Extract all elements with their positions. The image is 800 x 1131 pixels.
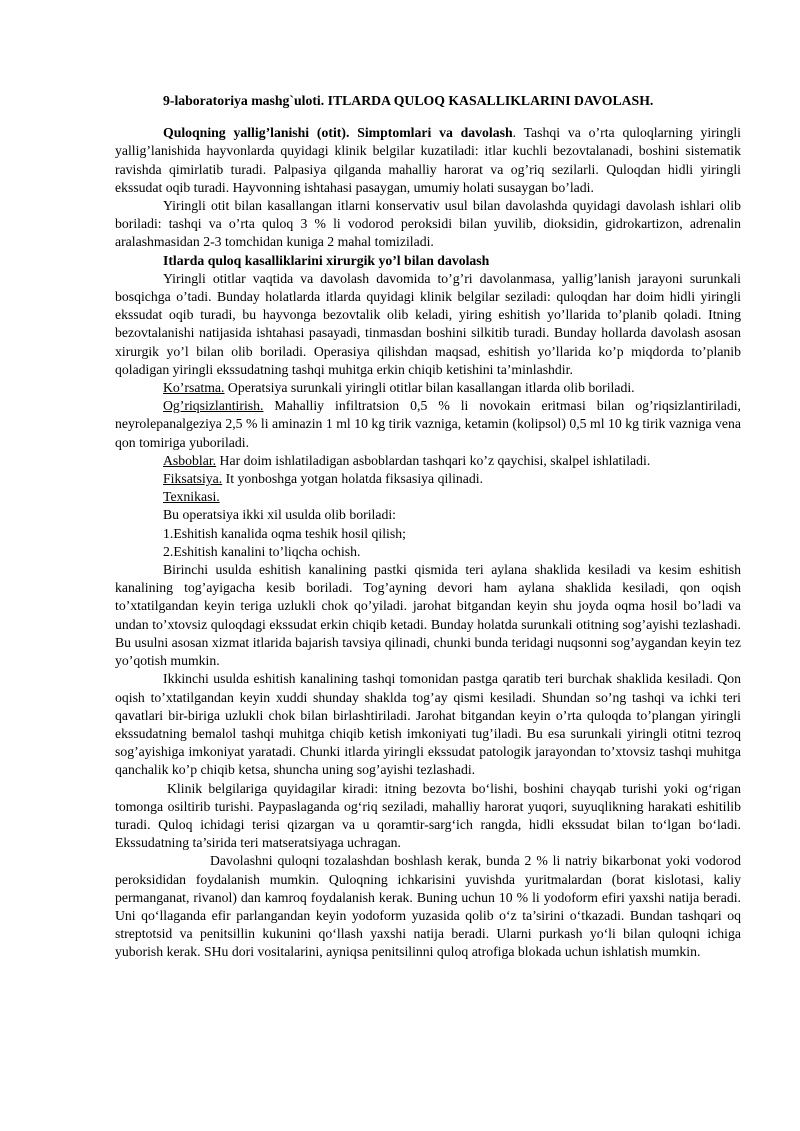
paragraph-otit-text: . Tashqi va o’rta quloqlarning yiringli yallig’lanishida hayvonlarda quyidagi klinik belgilar kuzatiladi: itlar kuchli bezovtalanadi, boshini sistematik ravishda qimirlatib turadi. Palpasiya qilganda mahalliy harorat va og’riq sezilarli. Quloqdan hidli yiringli ekssudat oqib turadi. Hayvonning ishtahasi pasaygan, umumiy holati susaygan bo’ladi. xyxy=(115,125,742,195)
method-item-2: 2.Eshitish kanalini to’liqcha ochish. xyxy=(163,543,361,559)
instruments-label: Asboblar. xyxy=(163,452,217,468)
paragraph-conservative: Yiringli otit bilan kasallangan itlarni konservativ usul bilan davolashda quyidagi davolash ishlari olib boriladi: tashqi va o’rta quloq 3 % li vodorod peroksidi bilan yuvilib, dioksidin, gidrokartizon, adrenalin aralashmasidan 2-3 tomchidan kuniga 2 mahal tomiziladi. xyxy=(115,198,741,250)
paragraph-korsatma xyxy=(115,379,741,397)
document-page xyxy=(115,92,741,962)
paragraph-fixation xyxy=(115,470,741,488)
korsatma-text: Operatsiya surunkali yiringli otitlar bilan kasallangan itlarda olib boriladi. xyxy=(224,380,635,396)
section-heading-otit: Quloqning yallig’lanishi (otit). Simptomlari va davolash xyxy=(163,125,513,141)
paragraph-surgery-intro: Yiringli otitlar vaqtida va davolash davomida to’g’ri davolanmasa, yallig’lanish jarayoni surunkali bosqichga o’tadi. Bunday holatlarda itlarda quyidagi klinik belgilar seziladi: quloqdan har doim hidli yiringli ekssudat oqib turadi, bu hayvonga bezovtalik olib keladi, yiring eshitish yo’llarida to’planib qoladi. Itning bezovtalanishi natijasida ishtahasi pasayadi, tinmasdan boshini silkitib turadi. Bunday hollarda davolash asosan xirurgik yo’l bilan olib boriladi. Operasiya qilishdan maqsad, eshitish yo’llarida ko’p miqdorda to’planib qoladigan yiringli ekssudatning tashqi muhitga erkin chiqib ketishini ta’minlashdir. xyxy=(115,270,741,377)
technique-label: Texnikasi. xyxy=(163,489,220,505)
technique-label-line xyxy=(115,488,741,506)
anesthesia-text: Mahalliy infiltratsion 0,5 % li novokain eritmasi bilan og’riqsizlantiriladi, neyrolepanalgeziya 2,5 % li aminazin 1 ml 10 kg tirik vazniga, ketamin (kolipsol) 0,5 ml 10 kg tirik vazniga vena qon tomiriga yuboriladi. xyxy=(115,398,741,450)
paragraph-instruments xyxy=(115,452,741,470)
instruments-text: Har doim ishlatiladigan asboblardan tashqari ko’z qaychisi, skalpel ishlatiladi. xyxy=(216,452,651,468)
paragraph-anesthesia xyxy=(115,397,741,452)
paragraph-treatment: Davolashni quloqni tozalashdan boshlash kerak, bunda 2 % li natriy bikarbonat yoki vodorod peroksididan foydalanish mumkin. Quloqning ichkarisini yuvishda yuritmalardan (borat kislotasi, kaliy permanganat, rivanol) dan kamroq foydalanish kerak. Buning uchun 10 % li yodoform efiri yaxshi natija beradi. Uni qo‘llaganda efir parlangandan keyin yodoform yuzasida qolib o‘z ta’sirini o‘tkazadi. Bundan tashqari oq streptotsid va penitsillin kukunini qo‘llash yaxshi natija beradi. Ularni purkash yo‘li bilan quloqni ichiga yuborish kerak. SHu dori vositalarini, ayniqsa penitsilinni quloq atrofiga blokada uchun ishlatish mumkin. xyxy=(115,853,741,960)
anesthesia-label: Og’riqsizlantirish. xyxy=(163,398,264,414)
method-item-1: 1.Eshitish kanalida oqma teshik hosil qilish; xyxy=(163,525,406,541)
fixation-label: Fiksatsiya. xyxy=(163,471,223,487)
paragraph-otit xyxy=(115,124,741,197)
section-heading-surgery: Itlarda quloq kasalliklarini xirurgik yo’l bilan davolash xyxy=(163,252,490,268)
methods-intro: Bu operatsiya ikki xil usulda olib boriladi: xyxy=(163,507,396,523)
page-title: 9-laboratoriya mashg`uloti. ITLARDA QULOQ KASALLIKLARINI DAVOLASH. xyxy=(163,93,654,108)
fixation-text: It yonboshga yotgan holatda fiksasiya qilinadi. xyxy=(222,471,484,487)
paragraph-method-first: Birinchi usulda eshitish kanalining pastki qismida teri aylana shaklida kesiladi va kesim eshitish kanalining tog’ayigacha kesib boriladi. Tog’ayning devori ham aylana shaklida kesiladi, qon oqish to’xtatilgandan keyin teriga uzlukli chok qo’yiladi. jarohat bitgandan keyin shu joyda oqma hosil bo’ladi va undan to’xtovsiz quloqdagi ekssudat erkin chiqib ketadi. Bunday holatda surunkali otitning sog’ayishi tezlashadi. Bu usulni asosan xizmat itlarida bajarish tavsiya qilinadi, chunki bunda teridagi nuqsonni sog’aygandan keyin tez yo’qotish mumkin. xyxy=(115,562,741,669)
korsatma-label: Ko’rsatma. xyxy=(163,380,225,396)
paragraph-clinical-signs: Klinik belgilariga quyidagilar kiradi: itning bezovta bo‘lishi, boshini chayqab turishi yoki og‘rigan tomonga osiltirib turishi. Paypaslaganda og‘riq seziladi, mahalliy harorat yuqori, suyuqlikning harakati eshitilib turadi. Quloq ichidagi terisi qizargan va u qoramtir-sarg‘ich rangda, hidli ekssudat bilan to‘lgan bo‘ladi. Ekssudatning ta’sirida teri matseratsiyaga uchragan. xyxy=(115,780,741,851)
paragraph-method-second: Ikkinchi usulda eshitish kanalining tashqi tomonidan pastga qaratib teri burchak shaklida kesiladi. Qon oqish to’xtatilgandan keyin xuddi shunday shaklda tog’ay qismi kesiladi. Shundan so’ng tashqi va ichki teri qavatlari bir-biriga uzlukli chok bilan birlashtiriladi. Jarohat bitgandan keyin o’rta quloqda to’plangan yiringli ekssudatning bemalol tashqi muhitga chiqib ketish imkoniyati tug’iladi. Bu esa surunkali yiringli otitni tezroq sog’ayishiga imkoniyat yaratadi. Chunki itlarda yiringli ekssudat patologik jarayondan to’xtovsiz tashqi muhitga qanchalik ko’p chiqib ketsa, shuncha uning sog’ayishi tezlashadi. xyxy=(115,671,741,778)
